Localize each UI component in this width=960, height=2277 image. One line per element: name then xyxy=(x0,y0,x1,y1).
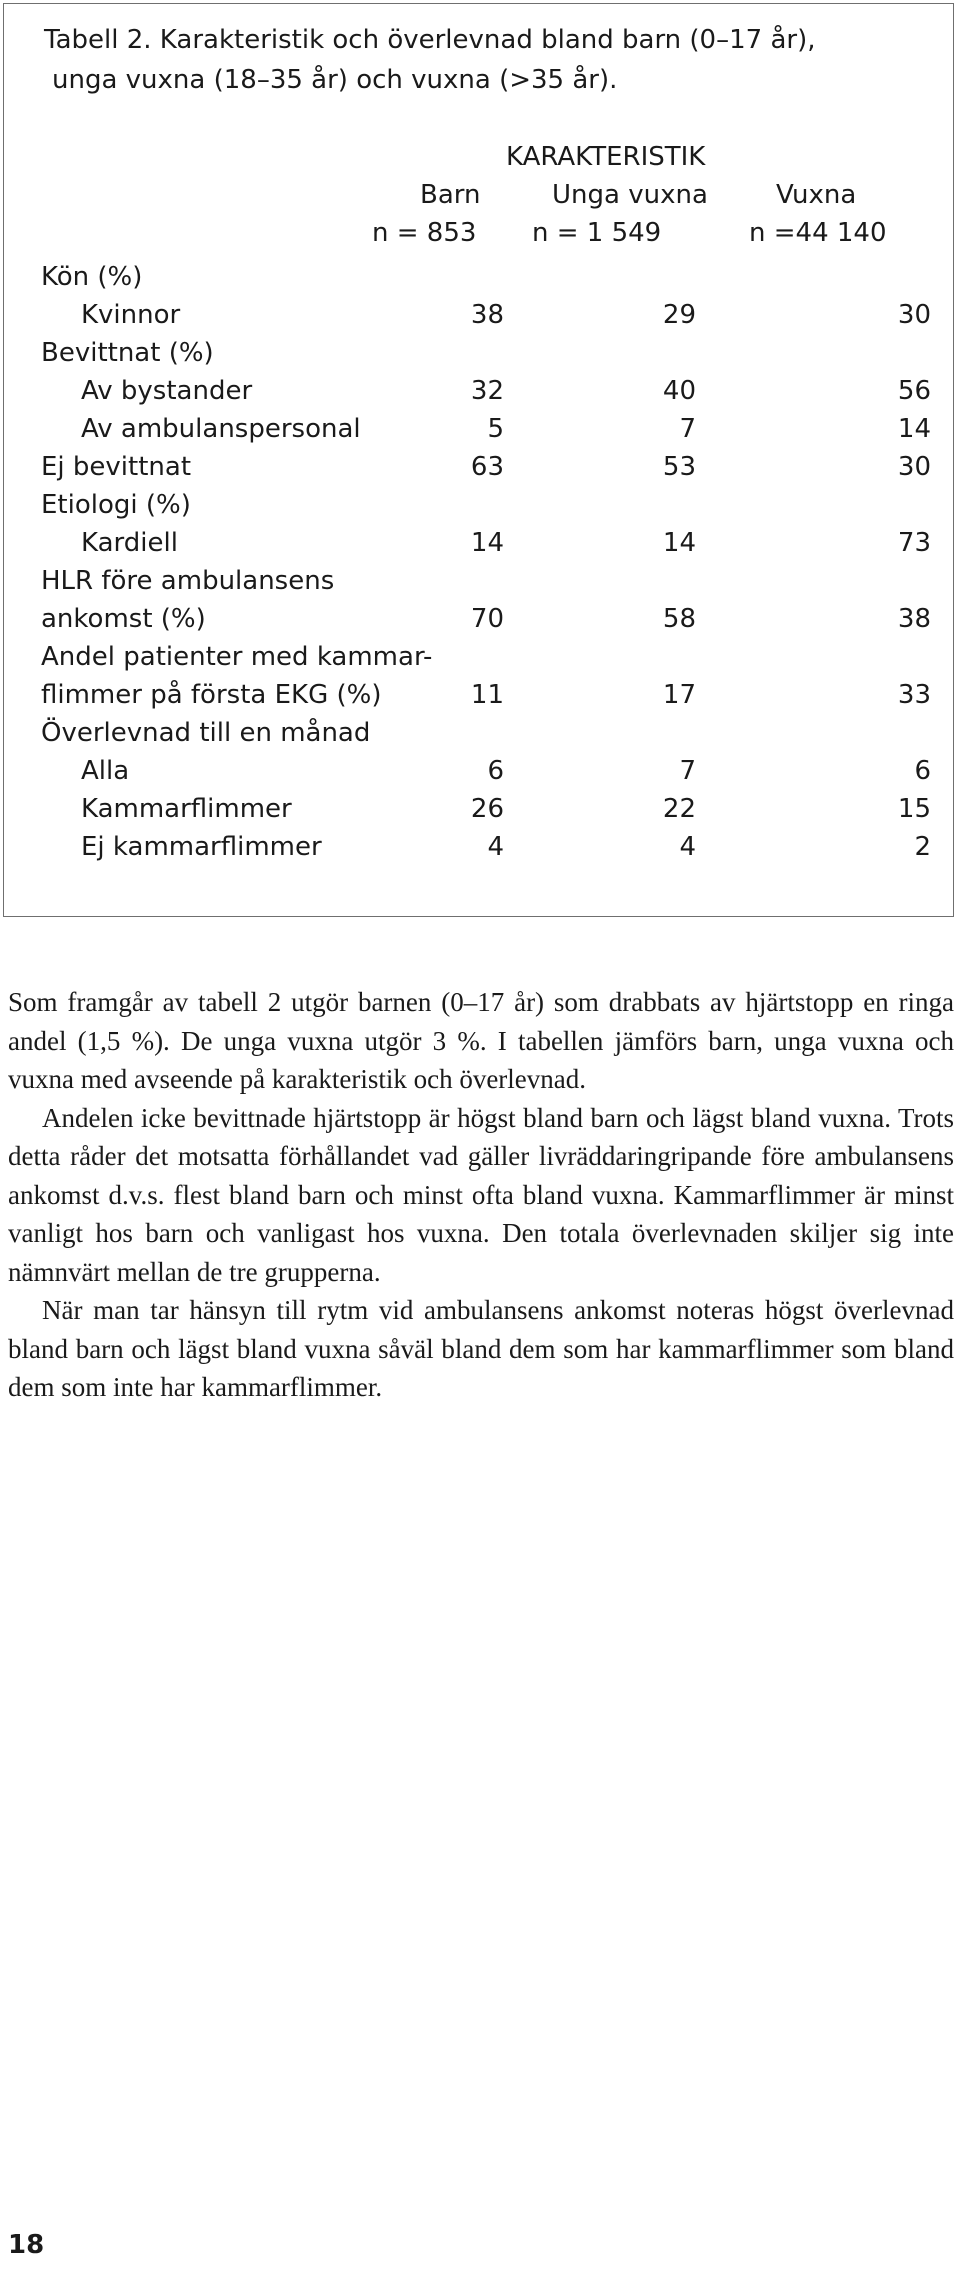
row-label: Etiologi (%) xyxy=(41,490,191,520)
cell-unga-vuxna: 53 xyxy=(662,452,696,482)
cell-vuxna: 38 xyxy=(897,604,931,634)
row-label: HLR före ambulansens xyxy=(41,566,335,596)
table-caption-line-2: unga vuxna (18–35 år) och vuxna (>35 år). xyxy=(52,65,618,95)
cell-vuxna: 30 xyxy=(897,300,931,330)
table-row xyxy=(41,714,901,752)
table-row xyxy=(41,372,931,410)
paragraph: Andelen icke bevittnade hjärtstopp är högst bland barn och lägst bland vuxna. Trots detta råder det motsatta förhållandet vad gäller livräddaringripande före ambulansens ankomst d.v.s. flest bland barn och minst ofta bland vuxna. Kammarflimmer är minst vanligt hos barn och vanligast hos vuxna. Den totala överlevnaden skiljer sig inte nämnvärt mellan de tre grupperna. xyxy=(8,1102,954,1287)
row-label: Ej kammarflimmer xyxy=(81,832,322,862)
table-row xyxy=(41,828,931,866)
table-row xyxy=(41,334,901,372)
table-frame xyxy=(3,3,954,917)
column-n-unga-vuxna: n = 1 549 xyxy=(532,218,662,248)
cell-barn: 4 xyxy=(487,832,504,862)
table-row xyxy=(41,486,901,524)
row-label: Av ambulanspersonal xyxy=(81,414,361,444)
row-label: Kön (%) xyxy=(41,262,143,292)
table-caption xyxy=(44,20,815,100)
cell-unga-vuxna: 14 xyxy=(662,528,696,558)
cell-barn: 11 xyxy=(470,680,504,710)
table-body xyxy=(41,258,931,866)
row-label: Kammarflimmer xyxy=(81,794,292,824)
table-row xyxy=(41,638,901,676)
column-header-vuxna: Vuxna xyxy=(776,180,857,210)
column-header-unga-vuxna: Unga vuxna xyxy=(552,180,708,210)
cell-vuxna: 15 xyxy=(897,794,931,824)
row-label: Överlevnad till en månad xyxy=(41,718,371,748)
cell-barn: 32 xyxy=(470,376,504,406)
table-row xyxy=(41,790,931,828)
cell-vuxna: 2 xyxy=(914,832,931,862)
table-row xyxy=(41,258,901,296)
cell-unga-vuxna: 58 xyxy=(662,604,696,634)
cell-barn: 26 xyxy=(470,794,504,824)
table-row xyxy=(41,676,931,714)
group-header: KARAKTERISTIK xyxy=(506,142,706,172)
row-label: Andel patienter med kammar- xyxy=(41,642,433,672)
column-header-barn: Barn xyxy=(420,180,481,210)
body-text xyxy=(8,983,954,1407)
row-label: Kvinnor xyxy=(81,300,181,330)
cell-barn: 5 xyxy=(487,414,504,444)
table-row xyxy=(41,600,931,638)
table-row xyxy=(41,562,901,600)
row-label: ankomst (%) xyxy=(41,604,206,634)
cell-unga-vuxna: 17 xyxy=(662,680,696,710)
table-row xyxy=(41,410,931,448)
cell-unga-vuxna: 22 xyxy=(662,794,696,824)
cell-barn: 38 xyxy=(470,300,504,330)
cell-vuxna: 6 xyxy=(914,756,931,786)
table-row xyxy=(41,752,931,790)
table-row xyxy=(41,524,931,562)
cell-unga-vuxna: 7 xyxy=(679,756,696,786)
cell-unga-vuxna: 40 xyxy=(662,376,696,406)
row-label: Alla xyxy=(81,756,130,786)
table-caption-line-1: Tabell 2. Karakteristik och överlevnad bland barn (0–17 år), xyxy=(44,25,816,55)
table-row xyxy=(41,296,931,334)
cell-vuxna: 30 xyxy=(897,452,931,482)
row-label: Kardiell xyxy=(81,528,178,558)
column-n-barn: n = 853 xyxy=(372,218,477,248)
cell-vuxna: 14 xyxy=(897,414,931,444)
cell-unga-vuxna: 4 xyxy=(679,832,696,862)
cell-unga-vuxna: 7 xyxy=(679,414,696,444)
cell-vuxna: 73 xyxy=(897,528,931,558)
table-row xyxy=(41,448,931,486)
row-label: flimmer på första EKG (%) xyxy=(41,680,382,710)
paragraph: När man tar hänsyn till rytm vid ambulansens ankomst noteras högst överlevnad bland barn och lägst bland vuxna såväl bland dem som har kammarflimmer som bland dem som inte har kammarflimmer. xyxy=(8,1295,954,1402)
row-label: Av bystander xyxy=(81,376,253,406)
cell-barn: 70 xyxy=(470,604,504,634)
cell-barn: 14 xyxy=(470,528,504,558)
cell-unga-vuxna: 29 xyxy=(662,300,696,330)
row-label: Bevittnat (%) xyxy=(41,338,214,368)
cell-barn: 6 xyxy=(487,756,504,786)
cell-vuxna: 33 xyxy=(897,680,931,710)
paragraph: Som framgår av tabell 2 utgör barnen (0–17 år) som drabbats av hjärtstopp en ringa andel (1,5 %). De unga vuxna utgör 3 %. I tabellen jämförs barn, unga vuxna och vuxna med avseende på karakteristik och överlevnad. xyxy=(8,987,954,1094)
cell-vuxna: 56 xyxy=(897,376,931,406)
page-number: 18 xyxy=(8,2230,45,2260)
column-n-vuxna: n =44 140 xyxy=(749,218,887,248)
row-label: Ej bevittnat xyxy=(41,452,192,482)
cell-barn: 63 xyxy=(470,452,504,482)
